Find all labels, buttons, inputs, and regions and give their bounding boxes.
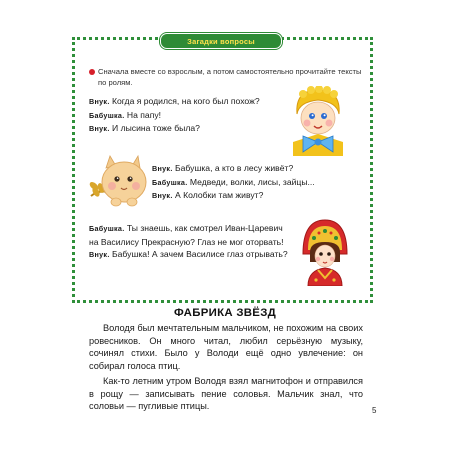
dialog-line	[89, 222, 294, 248]
banner-text: Загадки вопросы	[187, 36, 255, 46]
replica: Бабушка, а кто в лесу живёт?	[175, 163, 294, 173]
page-number: 5	[372, 406, 377, 415]
speaker: Бабушка.	[89, 224, 125, 233]
story-paragraph: Как-то летним утром Володя взял магнитофон и отправился в рощу — записывать пение соловья. Мальчик знал, что соловьи — пугливые птицы.	[89, 375, 363, 412]
replica: Медведи, волки, лисы, зайцы...	[189, 176, 315, 187]
speaker: Внук.	[152, 164, 173, 173]
replica: Ты знаешь, как смотрел Иван-Царевич на Василису Прекрасную? Глаз не мог оторвать!	[89, 223, 284, 247]
dialog-line	[89, 248, 294, 262]
replica: На папу!	[126, 109, 162, 120]
dialog-line	[152, 162, 362, 176]
story-title: ФАБРИКА ЗВЁЗД	[173, 307, 277, 319]
boy-illustration	[287, 86, 349, 156]
dialog-line	[152, 189, 362, 203]
replica: Когда я родился, на кого был похож?	[112, 96, 260, 106]
story-body	[89, 322, 363, 415]
speaker: Внук.	[89, 250, 110, 260]
dialog-line	[89, 109, 289, 123]
dialog-3	[89, 222, 294, 262]
dialog-1	[89, 95, 289, 136]
dialog-line	[152, 176, 362, 190]
dialog-line	[89, 95, 289, 109]
speaker: Бабушка.	[89, 110, 125, 120]
speaker: Внук.	[89, 97, 110, 106]
section-banner	[160, 33, 282, 49]
dialog-line	[89, 122, 289, 136]
princess-illustration	[300, 218, 350, 286]
story-paragraph: Володя был мечтательным мальчиком, не похожим на своих ровесников. Он много читал, любил серьёзную музыку, сочинял стихи. Было у Володи ещё одно увлечение: он собирал голоса птиц.	[89, 323, 363, 372]
speaker: Бабушка.	[152, 177, 188, 187]
instruction-text: Сначала вместе со взрослым, а потом самостоятельно прочитайте тексты по ролям.	[98, 67, 362, 87]
instruction	[92, 67, 364, 88]
dialog-2	[152, 162, 362, 203]
bun-illustration	[88, 152, 150, 212]
speaker: Внук.	[152, 191, 173, 201]
replica: А Колобки там живут?	[175, 190, 264, 201]
replica: Бабушка! А зачем Василисе глаз отрывать?	[112, 249, 288, 260]
speaker: Внук.	[89, 124, 110, 134]
replica: И лысина тоже была?	[112, 123, 200, 134]
